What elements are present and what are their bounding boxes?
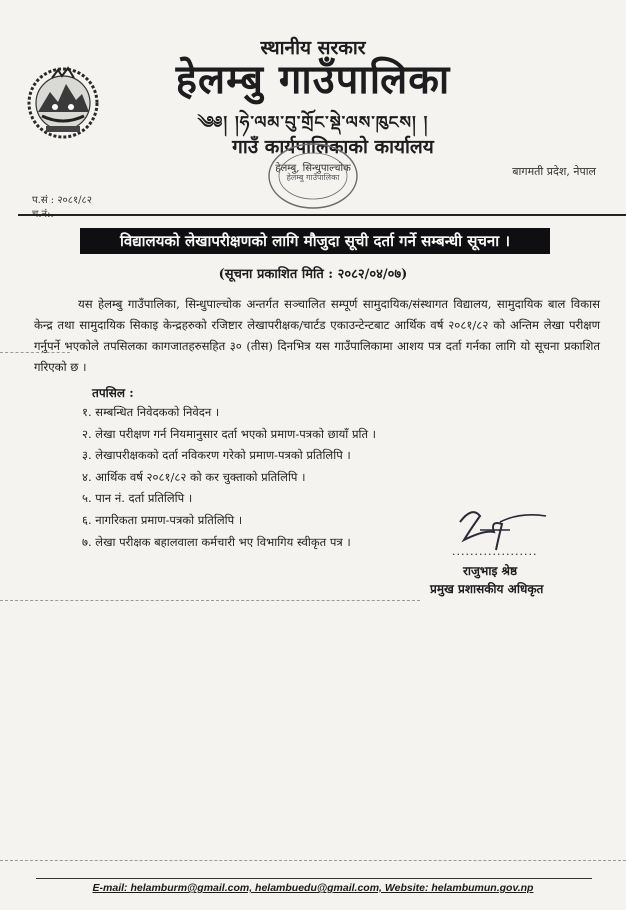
official-stamp xyxy=(265,140,361,212)
office-name: गाउँ कार्यपालिकाको कार्यालय xyxy=(232,136,434,158)
footer-divider xyxy=(36,878,592,879)
header-divider xyxy=(18,214,626,216)
notice-date: (सूचना प्रकाशित मिति : २०८२/०४/०७) xyxy=(218,267,408,282)
list-item: १. सम्बन्धित निवेदकको निवेदन । xyxy=(82,405,220,419)
fold-line xyxy=(0,600,420,602)
dispatch-number xyxy=(32,206,54,220)
list-item: २. लेखा परीक्षण गर्न नियमानुसार दर्ता भएको प्रमाण-पत्रको छायाँ प्रति । xyxy=(82,426,377,441)
signer-designation: प्रमुख प्रशासकीय अधिकृत xyxy=(430,582,544,596)
municipality-name: हेलम्बु गाउँपालिका xyxy=(175,56,451,103)
signer-name: राजुभाइ श्रेष्ठ xyxy=(463,564,518,578)
list-item: ३. लेखापरीक्षकको दर्ता नविकरण गरेको प्रमाण-पत्रको प्रतिलिपि । xyxy=(82,448,351,463)
signature-line: ................... xyxy=(452,545,538,558)
details-heading: तपसिल : xyxy=(92,386,134,400)
fold-line xyxy=(0,352,70,354)
office-address: हेलम्बु, सिन्धुपाल्चोक xyxy=(275,163,351,174)
notice-paragraph: यस हेलम्बु गाउँपालिका, सिन्धुपाल्चोक अन्तर्गत सञ्चालित सम्पूर्ण सामुदायिक/संस्थागत विद्यालय, सामुदायिक बाल विकास केन्द्र तथा सामुदायिक सिकाइ केन्द्रहरुको रजिष्टार लेखापरीक्षक/चार्टड एकाउन्टेन्टबाट आर्थिक वर्ष २०८१/८२ को अन्तिम लेखा परीक्षण गर्नुपर्ने भएकोले तपसिलका कागजातहरुसहित ३० (तीस) दिनभित्र यस गाउँपालिकामा आशय पत्र दर्ता गर्नका लागि यो सूचना प्रकाशित गरिएको छ । xyxy=(34,297,600,374)
tibetan-name: ༄༅། །ཧེ་ལམ་བུ་གྲོང་སྡེ་ལས་ཁུངས། ། xyxy=(197,113,429,133)
reference-number: प.सं : २०८१/८२ xyxy=(32,195,92,206)
footer-contact: E-mail: helamburm@gmail.com, helambuedu@gmail.com, Website: helambumun.gov.np xyxy=(92,882,534,894)
fold-line xyxy=(0,860,626,862)
notice-title: विद्यालयको लेखापरीक्षणको लागि मौजुदा सूची दर्ता गर्ने सम्बन्धी सूचना । xyxy=(80,228,550,254)
list-item: ७. लेखा परीक्षक बहालवाला कर्मचारी भए विभागिय स्वीकृत पत्र । xyxy=(82,534,351,549)
notice-body xyxy=(34,294,600,378)
list-item: ४. आर्थिक वर्ष २०८१/८२ को कर चुक्ताको प्रतिलिपि । xyxy=(82,469,306,484)
list-item: ५. पान नं. दर्ता प्रतिलिपि । xyxy=(82,491,193,506)
svg-text:हेलम्बु गाउँपालिका: हेलम्बु गाउँपालिका xyxy=(286,173,340,182)
list-item: ६. नागरिकता प्रमाण-पत्रको प्रतिलिपि । xyxy=(82,512,243,527)
requirements-list xyxy=(82,402,376,553)
government-label: स्थानीय सरकार xyxy=(260,37,366,59)
province-label: बागमती प्रदेश, नेपाल xyxy=(512,165,596,178)
